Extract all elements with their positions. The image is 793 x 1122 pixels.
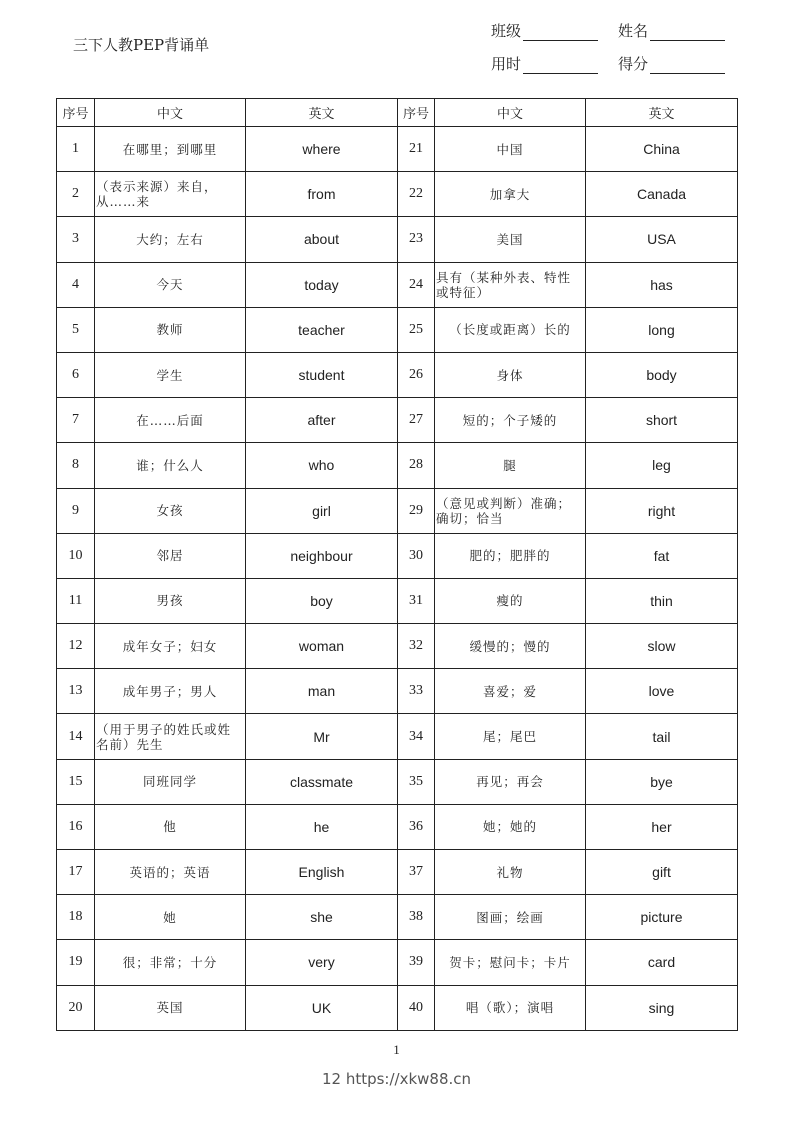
chinese-meaning: 瘦的 [435,578,586,623]
row-number: 15 [57,759,95,804]
time-blank[interactable] [523,57,598,74]
chinese-meaning: （用于男子的姓氏或姓名前）先生 [95,714,246,759]
english-word: classmate [246,759,398,804]
chinese-meaning: （意见或判断）准确；确切；恰当 [435,488,586,533]
row-number: 37 [398,850,435,895]
chinese-meaning: 教师 [95,307,246,352]
english-word: he [246,804,398,849]
english-word: Canada [586,172,738,217]
english-word: woman [246,624,398,669]
row-number: 3 [57,217,95,262]
row-number: 28 [398,443,435,488]
table-row [57,578,738,623]
english-word: USA [586,217,738,262]
english-word: love [586,669,738,714]
chinese-meaning: 英语的；英语 [95,850,246,895]
name-field [618,20,725,41]
chinese-meaning: 英国 [95,985,246,1030]
table-row [57,398,738,443]
english-word: her [586,804,738,849]
table-row [57,804,738,849]
english-word: leg [586,443,738,488]
chinese-meaning: （表示来源）来自，从……来 [95,172,246,217]
english-word: she [246,895,398,940]
english-word: from [246,172,398,217]
chinese-meaning: 学生 [95,352,246,397]
chinese-meaning: 女孩 [95,488,246,533]
row-number: 5 [57,307,95,352]
row-number: 34 [398,714,435,759]
row-number: 2 [57,172,95,217]
english-word: gift [586,850,738,895]
class-blank[interactable] [523,24,598,41]
english-word: teacher [246,307,398,352]
chinese-meaning: 礼物 [435,850,586,895]
chinese-meaning: 男孩 [95,578,246,623]
chinese-meaning: 图画；绘画 [435,895,586,940]
chinese-meaning: 喜爱；爱 [435,669,586,714]
english-word: bye [586,759,738,804]
col-header-english: 英文 [246,99,398,127]
english-word: thin [586,578,738,623]
row-number: 20 [57,985,95,1030]
table-row [57,262,738,307]
row-number: 35 [398,759,435,804]
col-header-chinese: 中文 [95,99,246,127]
col-header-number: 序号 [57,99,95,127]
chinese-meaning: 在哪里；到哪里 [95,127,246,172]
score-field [618,53,725,74]
table-row [57,533,738,578]
table-row [57,669,738,714]
table-row [57,985,738,1030]
english-word: where [246,127,398,172]
row-number: 30 [398,533,435,578]
english-word: student [246,352,398,397]
row-number: 12 [57,624,95,669]
row-number: 6 [57,352,95,397]
table-row [57,940,738,985]
row-number: 29 [398,488,435,533]
row-number: 1 [57,127,95,172]
chinese-meaning: 再见；再会 [435,759,586,804]
chinese-meaning: 在……后面 [95,398,246,443]
vocabulary-table [56,98,738,1031]
row-number: 9 [57,488,95,533]
watermark-url: 12 https://xkw88.cn [321,1070,472,1088]
chinese-meaning: 贺卡；慰问卡；卡片 [435,940,586,985]
chinese-meaning: 中国 [435,127,586,172]
row-number: 38 [398,895,435,940]
table-row [57,488,738,533]
table-header-row [57,99,738,127]
col-header-chinese: 中文 [435,99,586,127]
row-number: 27 [398,398,435,443]
score-blank[interactable] [650,57,725,74]
row-number: 19 [57,940,95,985]
page-title: 三下人教PEP背诵单 [73,36,210,54]
row-number: 31 [398,578,435,623]
row-number: 26 [398,352,435,397]
row-number: 7 [57,398,95,443]
english-word: sing [586,985,738,1030]
chinese-meaning: 美国 [435,217,586,262]
chinese-meaning: 肥的；肥胖的 [435,533,586,578]
page-number: 1 [393,1042,400,1057]
row-number: 16 [57,804,95,849]
chinese-meaning: 谁；什么人 [95,443,246,488]
row-number: 18 [57,895,95,940]
table-row [57,127,738,172]
row-number: 17 [57,850,95,895]
chinese-meaning: 同班同学 [95,759,246,804]
chinese-meaning: 身体 [435,352,586,397]
time-field [491,53,598,74]
table-row [57,759,738,804]
table-row [57,443,738,488]
table-row [57,895,738,940]
row-number: 23 [398,217,435,262]
table-row [57,624,738,669]
chinese-meaning: 很；非常；十分 [95,940,246,985]
row-number: 25 [398,307,435,352]
row-number: 39 [398,940,435,985]
table-row [57,850,738,895]
english-word: body [586,352,738,397]
row-number: 24 [398,262,435,307]
english-word: slow [586,624,738,669]
row-number: 8 [57,443,95,488]
english-word: picture [586,895,738,940]
english-word: long [586,307,738,352]
english-word: after [246,398,398,443]
row-number: 32 [398,624,435,669]
english-word: Mr [246,714,398,759]
chinese-meaning: （长度或距离）长的 [435,307,586,352]
chinese-meaning: 今天 [95,262,246,307]
english-word: UK [246,985,398,1030]
row-number: 14 [57,714,95,759]
english-word: English [246,850,398,895]
row-number: 36 [398,804,435,849]
row-number: 11 [57,578,95,623]
chinese-meaning: 邻居 [95,533,246,578]
row-number: 21 [398,127,435,172]
table-body [57,127,738,1031]
chinese-meaning: 他 [95,804,246,849]
table-row [57,307,738,352]
col-header-number: 序号 [398,99,435,127]
table-row [57,172,738,217]
english-word: right [586,488,738,533]
english-word: short [586,398,738,443]
chinese-meaning: 尾；尾巴 [435,714,586,759]
row-number: 10 [57,533,95,578]
chinese-meaning: 短的；个子矮的 [435,398,586,443]
english-word: boy [246,578,398,623]
class-field [491,20,598,41]
chinese-meaning: 成年男子；男人 [95,669,246,714]
chinese-meaning: 唱（歌）；演唱 [435,985,586,1030]
english-word: card [586,940,738,985]
table-row [57,714,738,759]
chinese-meaning: 具有（某种外表、特性或特征） [435,262,586,307]
name-blank[interactable] [650,24,725,41]
row-number: 33 [398,669,435,714]
time-label: 用时 [491,55,522,73]
row-number: 22 [398,172,435,217]
col-header-english: 英文 [586,99,738,127]
english-word: neighbour [246,533,398,578]
english-word: fat [586,533,738,578]
english-word: China [586,127,738,172]
table-row [57,217,738,262]
name-label: 姓名 [618,22,649,40]
chinese-meaning: 缓慢的；慢的 [435,624,586,669]
chinese-meaning: 成年女子；妇女 [95,624,246,669]
table-row [57,352,738,397]
chinese-meaning: 大约；左右 [95,217,246,262]
english-word: man [246,669,398,714]
english-word: tail [586,714,738,759]
english-word: about [246,217,398,262]
chinese-meaning: 腿 [435,443,586,488]
row-number: 40 [398,985,435,1030]
english-word: girl [246,488,398,533]
english-word: today [246,262,398,307]
row-number: 13 [57,669,95,714]
row-number: 4 [57,262,95,307]
chinese-meaning: 她；她的 [435,804,586,849]
english-word: has [586,262,738,307]
chinese-meaning: 加拿大 [435,172,586,217]
english-word: very [246,940,398,985]
class-label: 班级 [491,22,522,40]
chinese-meaning: 她 [95,895,246,940]
score-label: 得分 [618,55,649,73]
english-word: who [246,443,398,488]
